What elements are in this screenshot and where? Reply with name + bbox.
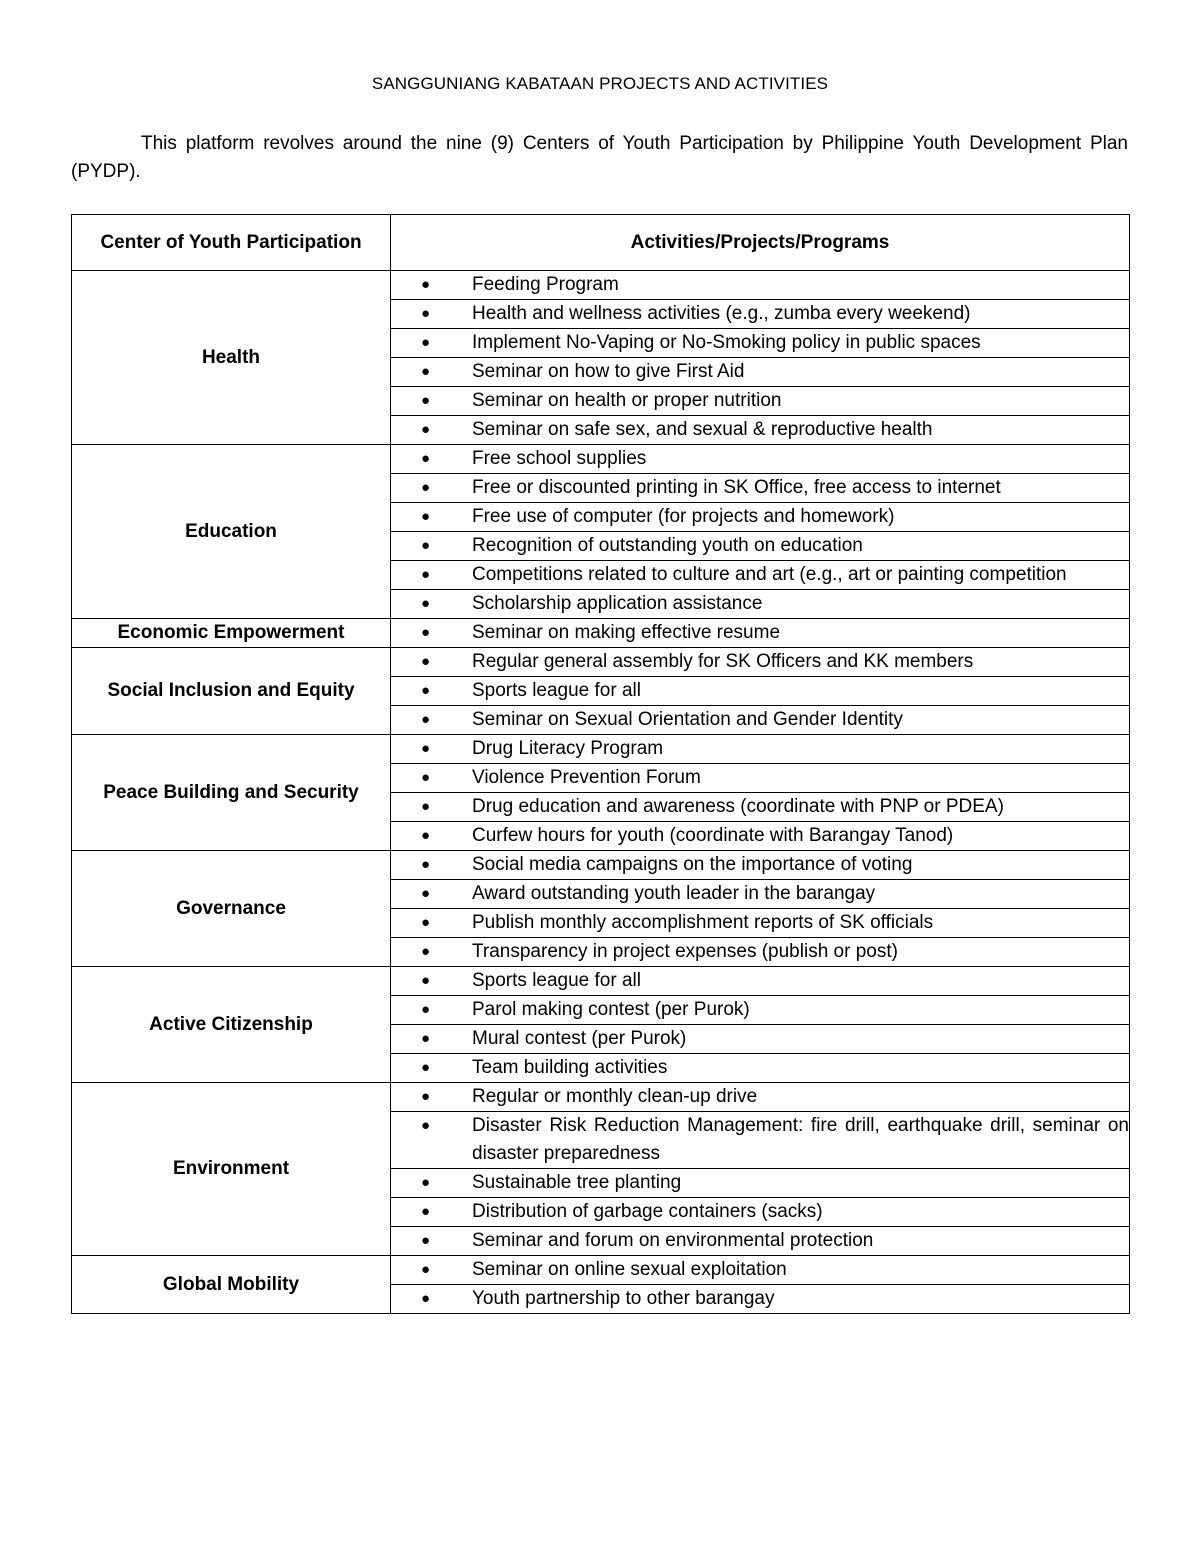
activity-cell: [391, 329, 1130, 358]
bullet-icon: ●: [421, 1174, 431, 1191]
activity-text: Feeding Program: [472, 274, 619, 295]
bullet-icon: ●: [421, 885, 431, 902]
bullet-icon: ●: [421, 1030, 431, 1047]
table-row: [72, 851, 1130, 880]
bullet-icon: ●: [421, 392, 431, 409]
activity-text: Implement No-Vaping or No-Smoking policy in public spaces: [472, 332, 981, 353]
bullet-icon: ●: [421, 711, 431, 728]
bullet-icon: ●: [421, 421, 431, 438]
bullet-icon: ●: [421, 827, 431, 844]
activity-text: Mural contest (per Purok): [472, 1028, 687, 1049]
center-cell: Environment: [72, 1083, 391, 1256]
activity-cell: [391, 1083, 1130, 1112]
activity-cell: [391, 1256, 1130, 1285]
activity-cell: [391, 793, 1130, 822]
bullet-icon: ●: [421, 508, 431, 525]
activity-cell: [391, 996, 1130, 1025]
bullet-icon: ●: [421, 798, 431, 815]
activity-cell: [391, 764, 1130, 793]
activity-cell: [391, 1227, 1130, 1256]
activity-text: Free or discounted printing in SK Office, free access to internet: [472, 477, 1001, 498]
activity-text: Parol making contest (per Purok): [472, 999, 750, 1020]
center-cell: Economic Empowerment: [72, 619, 391, 648]
table-row: [72, 735, 1130, 764]
bullet-icon: ●: [421, 595, 431, 612]
activity-text: Free use of computer (for projects and homework): [472, 506, 895, 527]
activity-cell: [391, 445, 1130, 474]
bullet-icon: ●: [421, 1001, 431, 1018]
bullet-icon: ●: [421, 682, 431, 699]
bullet-icon: ●: [421, 537, 431, 554]
bullet-icon: ●: [421, 972, 431, 989]
activity-text: Seminar on online sexual exploitation: [472, 1259, 787, 1280]
activity-text: Drug education and awareness (coordinate with PNP or PDEA): [472, 796, 1004, 817]
activity-text: Competitions related to culture and art (e.g., art or painting competition: [472, 564, 1067, 585]
bullet-icon: ●: [421, 479, 431, 496]
activity-text: Social media campaigns on the importance of voting: [472, 854, 913, 875]
activity-text: Transparency in project expenses (publish or post): [472, 941, 898, 962]
activity-text: Award outstanding youth leader in the barangay: [472, 883, 876, 904]
bullet-icon: ●: [421, 1117, 431, 1134]
bullet-icon: ●: [421, 943, 431, 960]
center-cell: Social Inclusion and Equity: [72, 648, 391, 735]
bullet-icon: ●: [421, 363, 431, 380]
activity-cell: [391, 909, 1130, 938]
center-cell: Governance: [72, 851, 391, 967]
activity-text: Distribution of garbage containers (sacks): [472, 1201, 823, 1222]
activity-cell: [391, 300, 1130, 329]
activity-cell: [391, 1025, 1130, 1054]
intro-paragraph: This platform revolves around the nine (9) Centers of Youth Participation by Philippine Youth Development Plan (PYDP).: [71, 133, 1128, 182]
activity-text: Seminar on health or proper nutrition: [472, 390, 782, 411]
activity-cell: [391, 967, 1130, 996]
bullet-icon: ●: [421, 1088, 431, 1105]
bullet-icon: ●: [421, 914, 431, 931]
bullet-icon: ●: [421, 1290, 431, 1307]
activity-cell: [391, 851, 1130, 880]
activity-text: Seminar on safe sex, and sexual & reproductive health: [472, 419, 933, 440]
activity-text: Sports league for all: [472, 970, 641, 991]
activity-cell: [391, 735, 1130, 764]
table-row: [72, 1083, 1130, 1112]
bullet-icon: ●: [421, 450, 431, 467]
activity-text: Recognition of outstanding youth on education: [472, 535, 863, 556]
activity-cell: [391, 938, 1130, 967]
table-row: [72, 1256, 1130, 1285]
activity-cell: [391, 706, 1130, 735]
youth-participation-table: [71, 214, 1130, 1314]
activity-text: Sustainable tree planting: [472, 1172, 682, 1193]
activity-text: Seminar on Sexual Orientation and Gender Identity: [472, 709, 903, 730]
table-header-row: [72, 215, 1130, 271]
activity-cell: [391, 503, 1130, 532]
bullet-icon: ●: [421, 305, 431, 322]
activity-text: Scholarship application assistance: [472, 593, 763, 614]
activity-cell: [391, 1054, 1130, 1083]
activity-text: Seminar on making effective resume: [472, 622, 781, 643]
activity-text: Drug Literacy Program: [472, 738, 664, 759]
activity-cell: [391, 416, 1130, 445]
table-body: [72, 271, 1130, 1314]
bullet-icon: ●: [421, 740, 431, 757]
activity-cell: [391, 271, 1130, 300]
table-row: [72, 967, 1130, 996]
center-cell: Global Mobility: [72, 1256, 391, 1314]
table-row: [72, 445, 1130, 474]
bullet-icon: ●: [421, 334, 431, 351]
activity-cell: [391, 532, 1130, 561]
activity-cell: [391, 561, 1130, 590]
activity-text: Regular general assembly for SK Officers and KK members: [472, 651, 974, 672]
activity-cell: [391, 1112, 1130, 1169]
activity-text: Health and wellness activities (e.g., zumba every weekend): [472, 303, 971, 324]
center-cell: Active Citizenship: [72, 967, 391, 1083]
activity-cell: [391, 1285, 1130, 1314]
bullet-icon: ●: [421, 1203, 431, 1220]
activity-cell: [391, 387, 1130, 416]
table-row: [72, 619, 1130, 648]
activity-text: Disaster Risk Reduction Management: fire drill, earthquake drill, seminar on disaster preparedness: [472, 1115, 1129, 1164]
page-title: SANGGUNIANG KABATAAN PROJECTS AND ACTIVITIES: [371, 74, 829, 93]
header-activities: Activities/Projects/Programs: [391, 215, 1130, 271]
table-row: [72, 271, 1130, 300]
header-center: Center of Youth Participation: [72, 215, 391, 271]
activity-cell: [391, 590, 1130, 619]
activity-cell: [391, 619, 1130, 648]
activity-text: Regular or monthly clean-up drive: [472, 1086, 758, 1107]
activity-text: Seminar and forum on environmental protection: [472, 1230, 874, 1251]
activity-cell: [391, 358, 1130, 387]
bullet-icon: ●: [421, 1232, 431, 1249]
activity-text: Seminar on how to give First Aid: [472, 361, 745, 382]
activity-cell: [391, 474, 1130, 503]
center-cell: Education: [72, 445, 391, 619]
bullet-icon: ●: [421, 653, 431, 670]
bullet-icon: ●: [421, 1261, 431, 1278]
activity-cell: [391, 1169, 1130, 1198]
activity-text: Sports league for all: [472, 680, 641, 701]
activity-text: Violence Prevention Forum: [472, 767, 701, 788]
activity-cell: [391, 880, 1130, 909]
bullet-icon: ●: [421, 1059, 431, 1076]
activity-cell: [391, 1198, 1130, 1227]
bullet-icon: ●: [421, 276, 431, 293]
center-cell: Peace Building and Security: [72, 735, 391, 851]
activity-text: Free school supplies: [472, 448, 647, 469]
bullet-icon: ●: [421, 856, 431, 873]
bullet-icon: ●: [421, 769, 431, 786]
activity-text: Publish monthly accomplishment reports of SK officials: [472, 912, 934, 933]
activity-text: Youth partnership to other barangay: [472, 1288, 775, 1309]
activity-text: Curfew hours for youth (coordinate with Barangay Tanod): [472, 825, 954, 846]
activity-cell: [391, 677, 1130, 706]
bullet-icon: ●: [421, 624, 431, 641]
activity-cell: [391, 648, 1130, 677]
activity-cell: [391, 822, 1130, 851]
center-cell: Health: [72, 271, 391, 445]
bullet-icon: ●: [421, 566, 431, 583]
activity-text: Team building activities: [472, 1057, 668, 1078]
table-row: [72, 648, 1130, 677]
